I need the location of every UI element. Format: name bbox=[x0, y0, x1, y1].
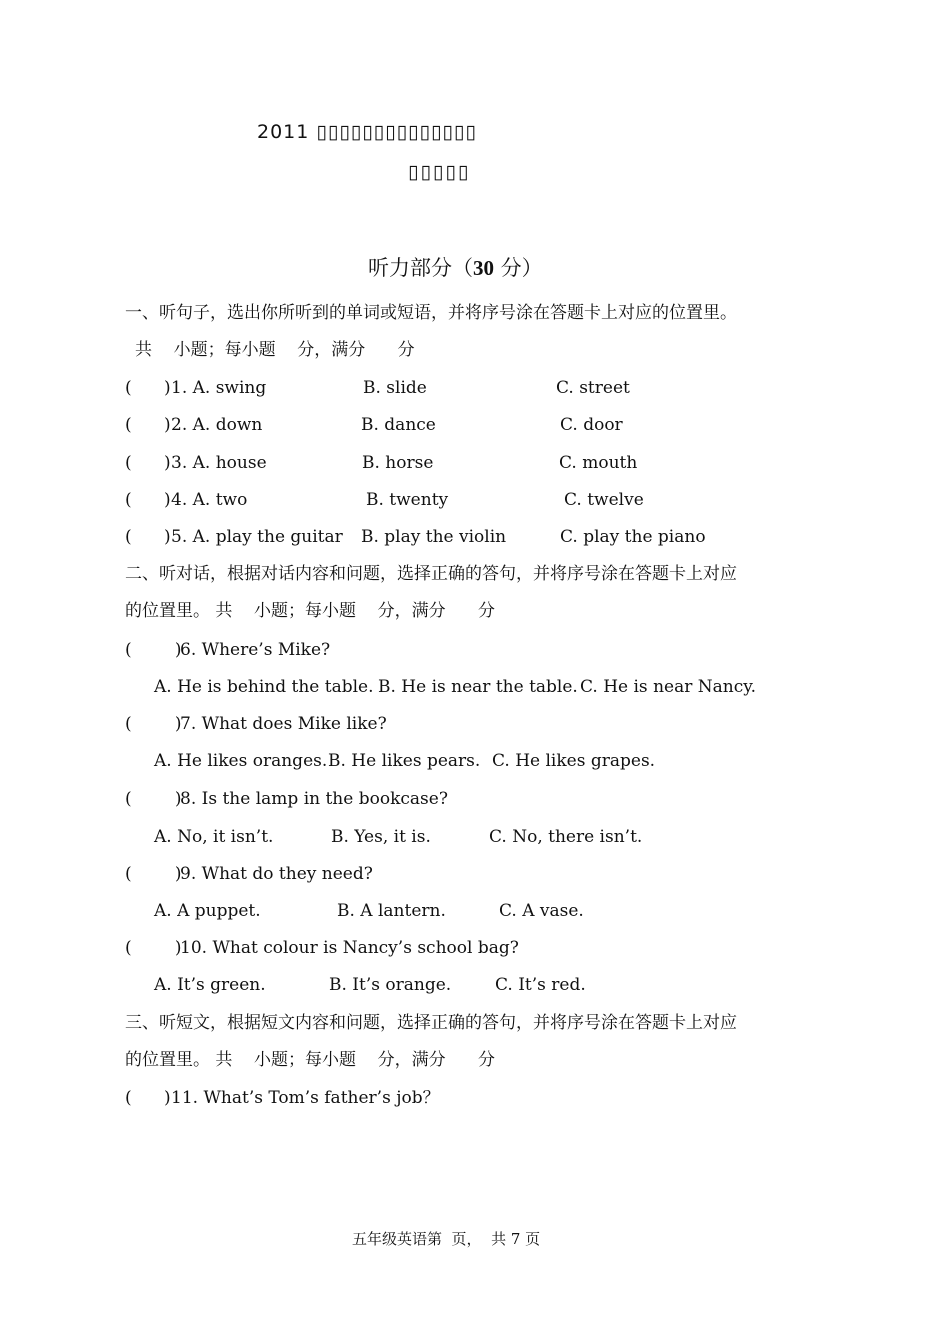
answer-paren: ( ) bbox=[125, 864, 182, 884]
question-8-option-a: A. No, it isn’t. bbox=[154, 827, 274, 847]
answer-paren: ( ) bbox=[125, 490, 171, 510]
question-9-option-c: C. A vase. bbox=[499, 901, 584, 921]
question-3-option-b: B. horse bbox=[362, 453, 434, 473]
question-4-option-a: 4. A. two bbox=[171, 490, 248, 510]
question-10-option-a: A. It’s green. bbox=[154, 975, 266, 995]
question-4-option-b: B. twenty bbox=[366, 490, 449, 510]
question-6-option-b: B. He is near the table. bbox=[378, 677, 578, 697]
question-11: 11. What’s Tom’s father’s job？ bbox=[171, 1088, 440, 1108]
question-9-option-a: A. A puppet. bbox=[154, 901, 261, 921]
question-7-option-c: C. He likes grapes. bbox=[492, 751, 656, 771]
answer-paren: ( ) bbox=[125, 789, 182, 809]
question-10-option-c: C. It’s red. bbox=[495, 975, 586, 995]
section2-instruction: 二、听对话，根据对话内容和问题，选择正确的答句，并将序号涂在答题卡上对应 bbox=[125, 564, 737, 584]
question-5-option-b: B. play the violin bbox=[361, 527, 507, 547]
exam-title-line2: ▯▯▯▯▯ bbox=[408, 161, 471, 183]
answer-paren: ( ) bbox=[125, 378, 171, 398]
question-6-option-a: A. He is behind the table. bbox=[154, 677, 374, 697]
answer-paren: ( ) bbox=[125, 415, 171, 435]
question-2-option-b: B. dance bbox=[361, 415, 436, 435]
question-6-option-c: C. He is near Nancy. bbox=[580, 677, 756, 697]
question-6: 6. Where’s Mike? bbox=[180, 640, 331, 660]
question-7-option-a: A. He likes oranges. bbox=[154, 751, 328, 771]
section1-instruction: 一、听句子，选出你所听到的单词或短语，并将序号涂在答题卡上对应的位置里。 bbox=[125, 303, 737, 323]
question-8: 8. Is the lamp in the bookcase? bbox=[180, 789, 448, 809]
question-2-option-c: C. door bbox=[560, 415, 623, 435]
question-1-option-b: B. slide bbox=[363, 378, 427, 398]
answer-paren: ( ) bbox=[125, 453, 171, 473]
question-3-option-c: C. mouth bbox=[559, 453, 638, 473]
question-5-option-c: C. play the piano bbox=[560, 527, 706, 547]
section1-scoring: 共 小题；每小题 分，满分 分 bbox=[135, 340, 415, 360]
answer-paren: ( ) bbox=[125, 1088, 171, 1108]
question-3-option-a: 3. A. house bbox=[171, 453, 267, 473]
question-10-option-b: B. It’s orange. bbox=[329, 975, 452, 995]
section3-instruction: 三、听短文，根据短文内容和问题，选择正确的答句，并将序号涂在答题卡上对应 bbox=[125, 1013, 737, 1033]
exam-title-line1: 2011 ▯▯▯▯▯▯▯▯▯▯▯▯▯▯ bbox=[257, 121, 477, 143]
question-4-option-c: C. twelve bbox=[564, 490, 644, 510]
page-footer: 五年级英语第 页， 共 7 页 bbox=[352, 1230, 541, 1248]
section2-instruction-cont: 的位置里。 共 小题；每小题 分，满分 分 bbox=[125, 601, 496, 621]
answer-paren: ( ) bbox=[125, 640, 182, 660]
section3-instruction-cont: 的位置里。 共 小题；每小题 分，满分 分 bbox=[125, 1050, 496, 1070]
question-10: 10. What colour is Nancy’s school bag? bbox=[180, 938, 519, 958]
answer-paren: ( ) bbox=[125, 527, 171, 547]
question-9-option-b: B. A lantern. bbox=[337, 901, 446, 921]
listening-section-title: 听力部分（30 分） bbox=[368, 256, 543, 280]
question-5-option-a: 5. A. play the guitar bbox=[171, 527, 343, 547]
question-2-option-a: 2. A. down bbox=[171, 415, 263, 435]
answer-paren: ( ) bbox=[125, 714, 182, 734]
question-7-option-b: B. He likes pears. bbox=[328, 751, 481, 771]
question-7: 7. What does Mike like? bbox=[180, 714, 387, 734]
question-1-option-c: C. street bbox=[556, 378, 630, 398]
question-8-option-c: C. No, there isn’t. bbox=[489, 827, 643, 847]
question-9: 9. What do they need? bbox=[180, 864, 373, 884]
question-8-option-b: B. Yes, it is. bbox=[331, 827, 431, 847]
answer-paren: ( ) bbox=[125, 938, 182, 958]
question-1-option-a: 1. A. swing bbox=[171, 378, 267, 398]
